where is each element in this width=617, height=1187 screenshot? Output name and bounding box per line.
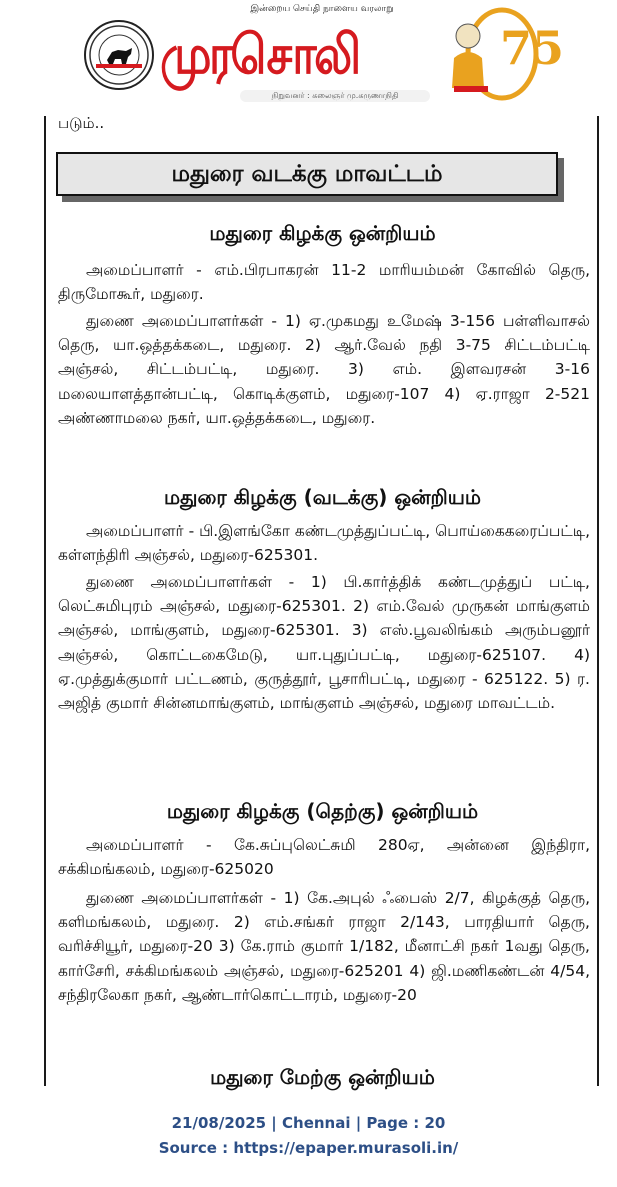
anniversary-emblem-icon — [440, 6, 565, 102]
bull-emblem-icon — [88, 24, 150, 86]
section-heading: மதுரை மேற்கு ஒன்றியம் — [210, 1065, 435, 1089]
section-heading: மதுரை கிழக்கு (வடக்கு) ஒன்றியம் — [164, 485, 481, 509]
footer-date-line: 21/08/2025 | Chennai | Page : 20 — [171, 1114, 446, 1132]
organizer-paragraph: அமைப்பாளர் - கே.சுப்புலெட்சுமி 280ஏ, அன்னை இந்திரா, சக்கிமங்கலம், மதுரை-625020 — [58, 836, 590, 879]
district-banner: மதுரை வடக்கு மாவட்டம் — [56, 152, 558, 196]
organizer-paragraph: அமைப்பாளர் - எம்.பிரபாகரன் 11-2 மாரியம்மன் கோவில் தெரு, திருமோகூர், மதுரை. — [58, 261, 590, 304]
brand-name: முரசொலி — [160, 23, 359, 86]
anniversary-number: 75 — [500, 21, 565, 75]
deputy-organizers-paragraph: துணை அமைப்பாளர்கள் - 1) கே.அபுல் ஃபைஸ் 2/7, கிழக்குத் தெரு, களிமங்கலம், மதுரை. 2) எம்.சங்கர் ராஜா 2/143, பாரதியார் தெரு, வரிச்சியூர், மதுரை-20 3) கே.ராம் குமார் 1/182, மீனாட்சி நகர் 1வது தெரு, கார்சேரி, சக்கிமங்கலம் அஞ்சல், மதுரை-625201 4) ஜி.மணிகண்டன் 4/54, சந்திரலேகா நகர், ஆண்டார்கொட்டாரம், மதுரை-20 — [58, 889, 590, 1004]
column-rule-right — [597, 116, 599, 1086]
footer-source-link[interactable]: Source : https://epaper.murasoli.in/ — [158, 1139, 459, 1157]
column-rule-left — [44, 116, 46, 1086]
masthead — [0, 0, 617, 112]
section-heading: மதுரை கிழக்கு ஒன்றியம் — [209, 221, 436, 245]
tagline: இன்றைய செய்தி நாளைய வரலாறு — [250, 4, 394, 14]
deputy-organizers-paragraph: துணை அமைப்பாளர்கள் - 1) பி.கார்த்திக் கண்டமுத்துப் பட்டி, லெட்சுமிபுரம் அஞ்சல், மதுரை-625301. 2) எம்.வேல் முருகன் மாங்குளம் அஞ்சல், மாங்குளம், மதுரை-625301. 3) எஸ்.பூவலிங்கம் அரும்பனூர் அஞ்சல், கொட்டகைமேடு, யா.புதுப்பட்டி, மதுரை-625107. 4) ஏ.முத்துக்குமார் பட்டணம், குருத்தூர், பூசாரிபட்டி, மதுரை - 625122. 5) ர. அஜித் குமார் சின்னமாங்குளம், மாங்குளம் அஞ்சல், மதுரை மாவட்டம். — [58, 573, 590, 713]
continued-text: படும்.. — [58, 114, 105, 132]
deputy-organizers-paragraph: துணை அமைப்பாளர்கள் - 1) ஏ.முகமது உமேஷ் 3-156 பள்ளிவாசல் தெரு, யா.ஒத்தக்கடை, மதுரை. 2) ஆர்.வேல் நதி 3-75 சிட்டம்பட்டி அஞ்சல், சிட்டம்பட்டி, மதுரை. 3) எம். இளவரசன் 3-16 மலையாளத்தான்பட்டி, கொடிக்குளம், மதுரை-107 4) ஏ.ராஜா 2-521 அண்ணாமலை நகர், யா.ஒத்தக்கடை, மதுரை. — [58, 312, 590, 427]
organizer-paragraph: அமைப்பாளர் - பி.இளங்கோ கண்டமுத்துப்பட்டி, பொய்கைகரைப்பட்டி, கள்ளந்திரி அஞ்சல், மதுரை-625301. — [58, 522, 590, 565]
founder-line: நிறுவனர் : கலைஞர் மு.கருணாநிதி — [240, 90, 430, 102]
emblem-logo-icon — [84, 20, 154, 90]
section-heading: மதுரை கிழக்கு (தெற்கு) ஒன்றியம் — [166, 799, 479, 823]
brand-logo — [160, 24, 460, 86]
